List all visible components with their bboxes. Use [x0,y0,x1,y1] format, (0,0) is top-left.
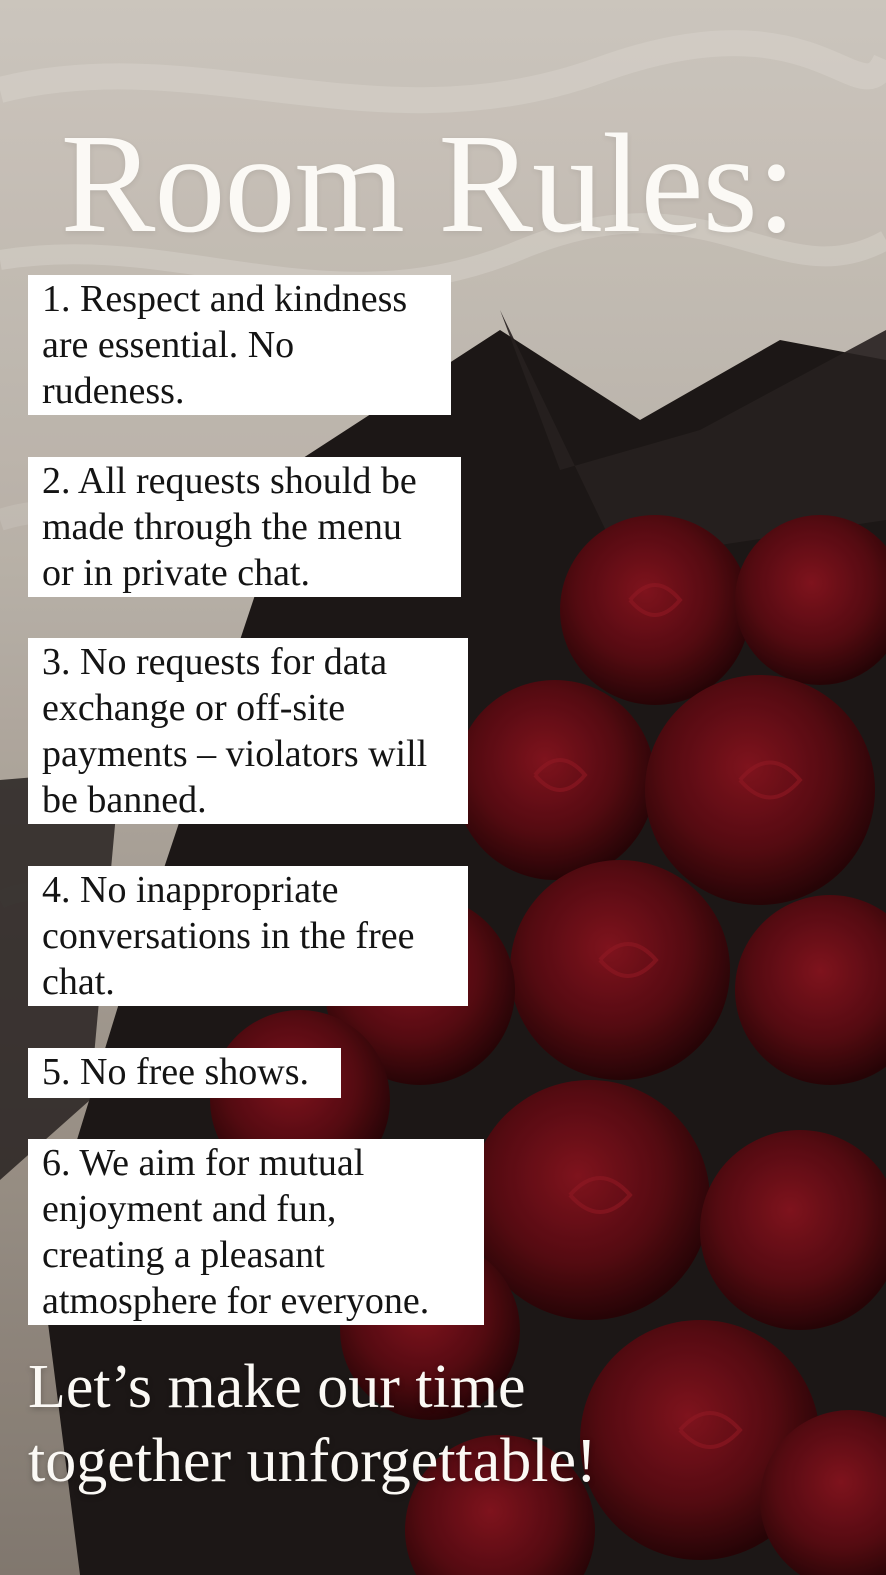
rule-line: 2. All requests should be [42,460,417,502]
rule-line: 5. No free shows. [42,1051,310,1093]
rule-line: enjoyment and fun, [42,1188,337,1230]
rule-line: payments – violators will [42,733,428,775]
closing-line: Let’s make our time [28,1353,526,1421]
rule-line: conversations in the free [42,915,415,957]
rule-line: 4. No inappropriate [42,869,339,911]
rule-line: rudeness. [42,370,185,412]
rule-line: or in private chat. [42,552,311,594]
rule-card-1 [28,275,451,415]
rule-card-6 [28,1139,484,1325]
rule-card-2 [28,457,461,597]
rule-line: creating a pleasant [42,1234,325,1276]
rule-line: 6. We aim for mutual [42,1142,365,1184]
rule-line: made through the menu [42,506,402,548]
rule-card-3 [28,638,468,824]
rule-card-4 [28,866,468,1006]
rule-line: 1. Respect and kindness [42,278,408,320]
page-title: Room Rules: [60,104,796,262]
closing-message [28,1350,858,1498]
rule-line: atmosphere for everyone. [42,1280,430,1322]
closing-line: together unforgettable! [28,1427,597,1495]
rule-line: 3. No requests for data [42,641,388,683]
rule-line: chat. [42,961,115,1003]
rule-line: be banned. [42,779,207,821]
rule-line: exchange or off-site [42,687,346,729]
rule-card-5 [28,1048,341,1098]
rule-line: are essential. No [42,324,295,366]
